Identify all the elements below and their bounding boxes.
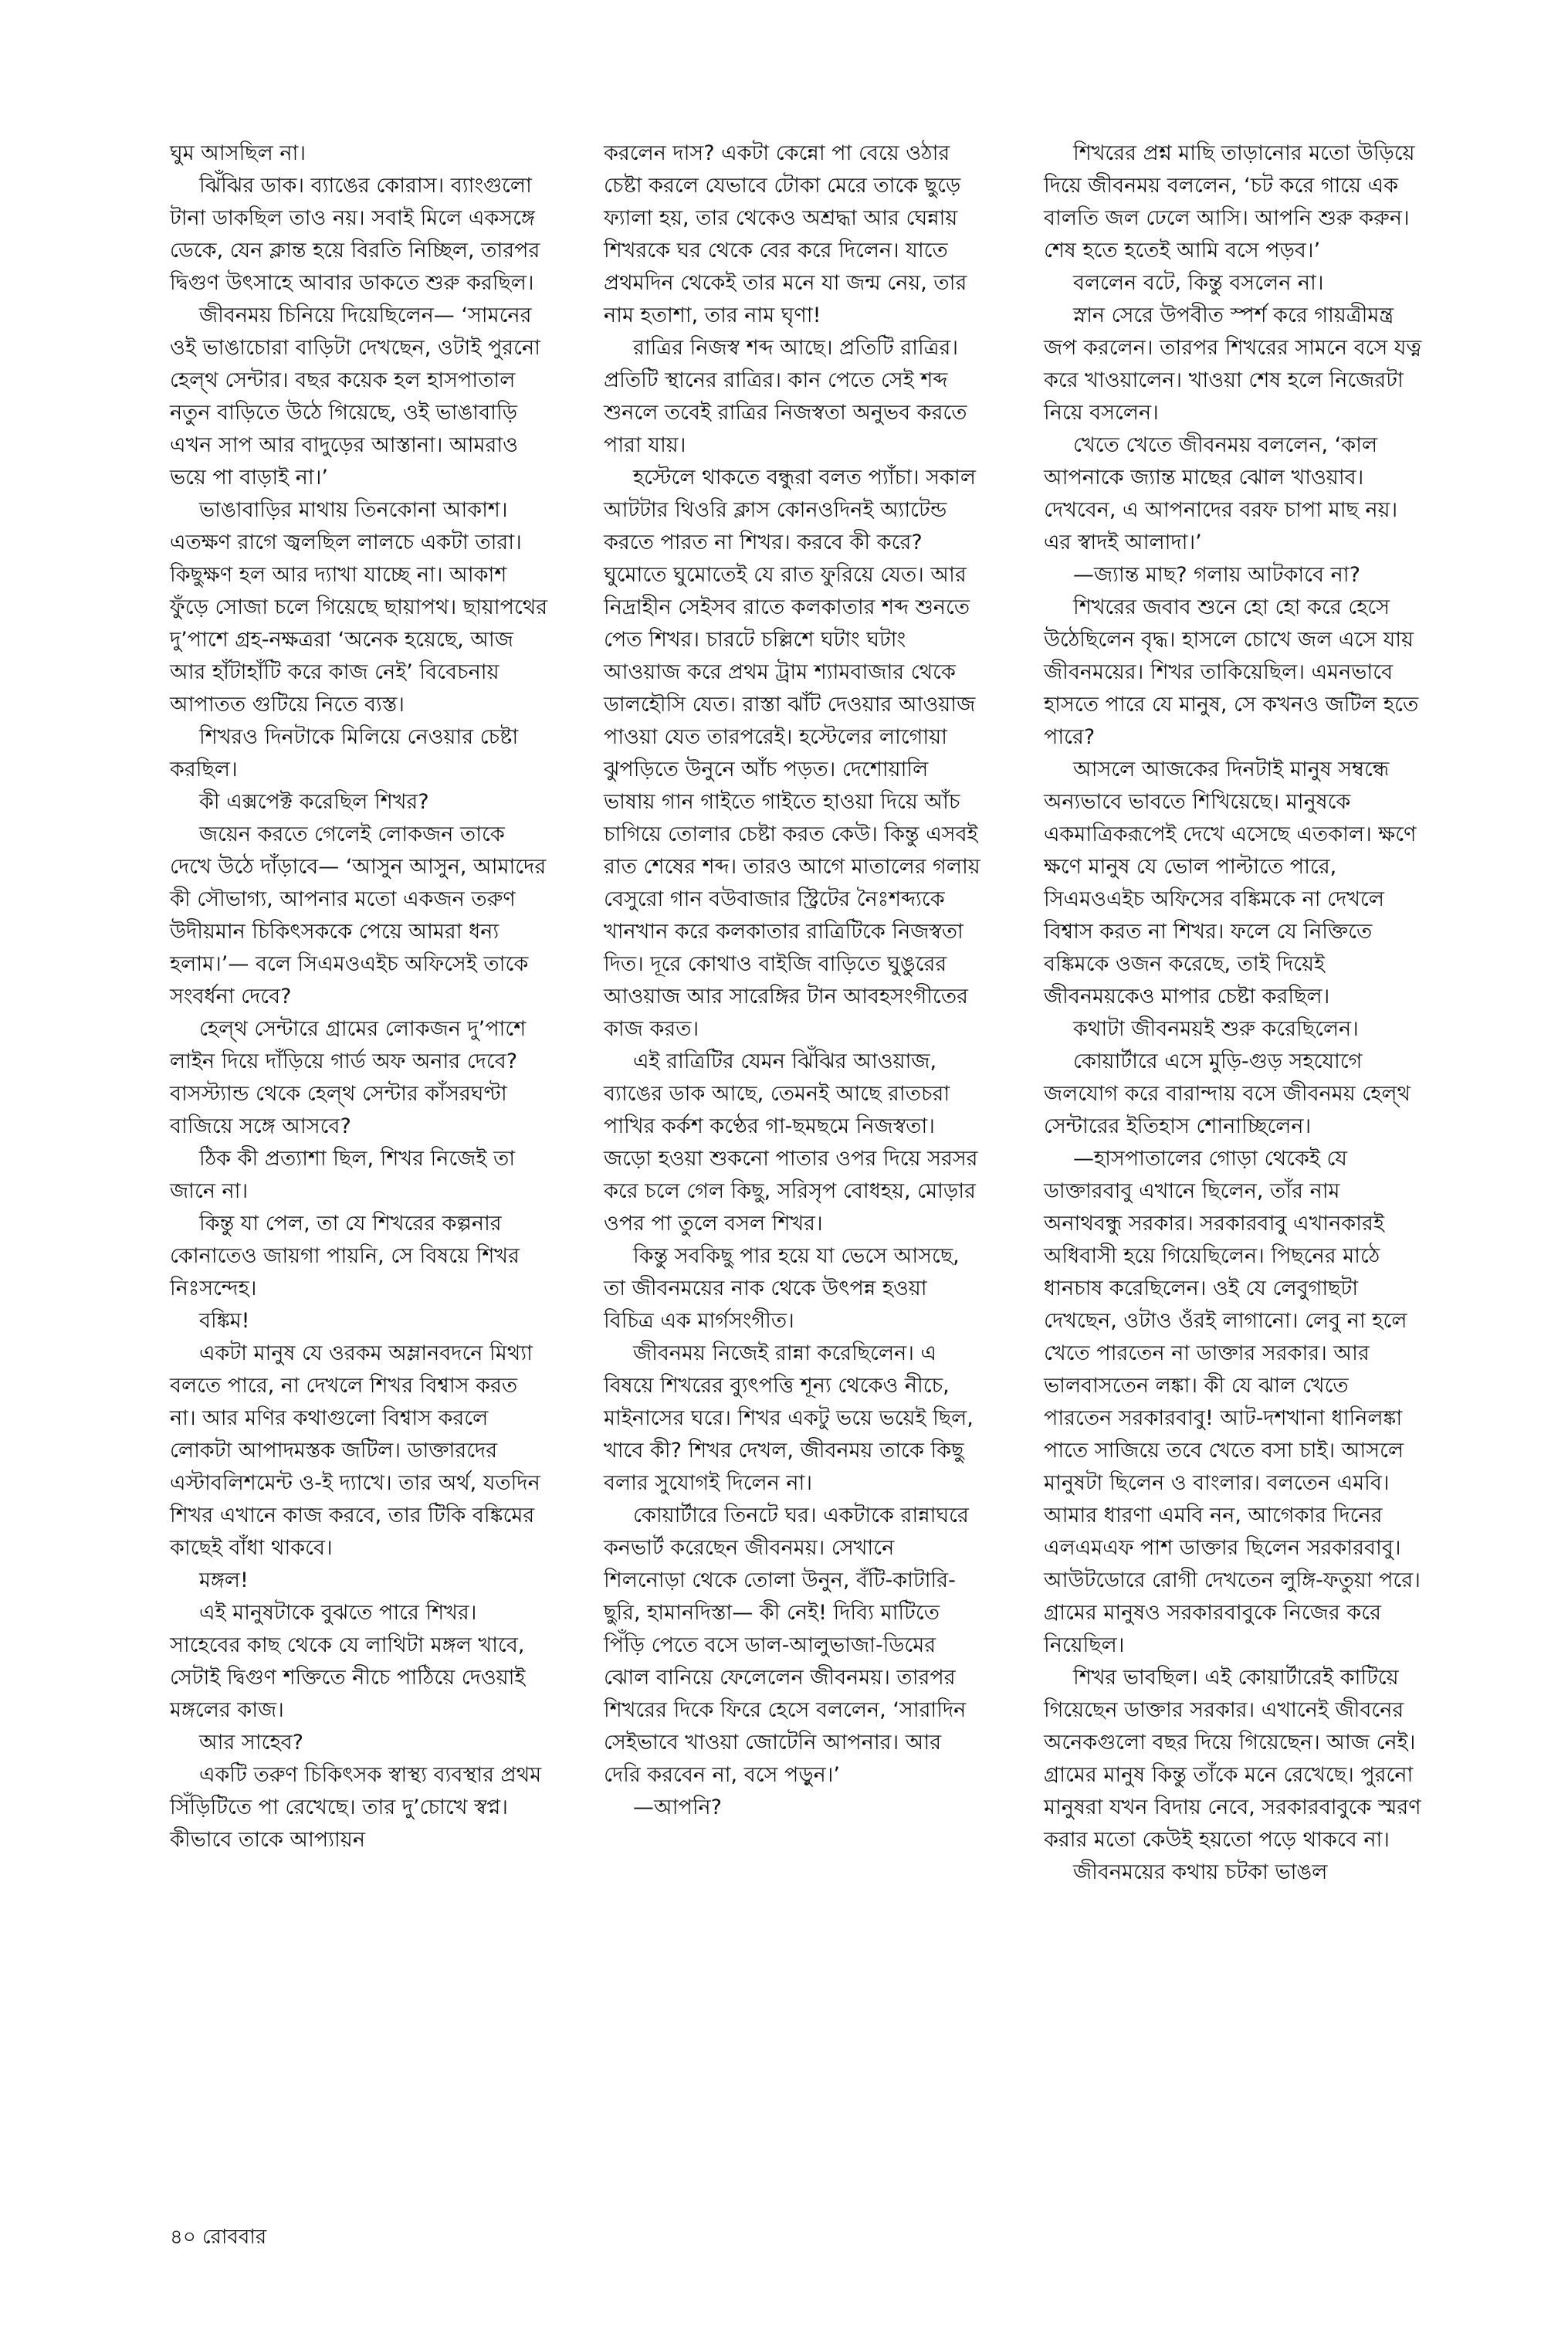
paragraph: করলেন দাস? একটা কেন্নো পা বেয়ে ওঠার চেষ্টা করলে যেভাবে টোকা মেরে তাকে ছুড়ে ফ্যালা হয়, তার থেকেও অশ্রদ্ধা আর ঘেন্নায় শিখরকে ঘর থেকে বের করে দিলেন। যাতে প্রথমদিন থেকেই তার মনে যা জন্ম নেয়, তার নাম হতাশা, তার নাম ঘৃণা! <box>604 141 967 327</box>
page-footer <box>170 2224 266 2250</box>
paragraph: জীবনময়ের কথায় চটকা ভাঙল <box>1073 1860 1328 1884</box>
text-column-2 <box>604 137 982 1824</box>
paragraph: রাত্রির নিজস্ব শব্দ আছে। প্রতিটি রাত্রির। প্রতিটি স্থানের রাত্রির। কান পেতে সেই শব্দ শুনলে তবেই রাত্রির নিজস্বতা অনুভব করতে পারা যায়। <box>604 336 967 457</box>
paragraph: —জ্যান্ত মাছ? গলায় আটকাবে না? <box>1073 563 1360 587</box>
text-column-3 <box>1044 137 1422 1889</box>
paragraph: জয়েন করতে গেলেই লোকজন তাকে দেখে উঠে দাঁড়াবে— ‘আসুন আসুন, আমাদের কী সৌভাগ্য, আপনার মতো একজন তরুণ উদীয়মান চিকিৎসককে পেয়ে আমরা ধন্য হলাম।’— বলে সিএমওএইচ অফিসেই তাকে সংবর্ধনা দেবে? <box>170 822 547 1009</box>
paragraph: কী এক্সপেক্ট করেছিল শিখর? <box>199 790 429 814</box>
page-number: ৪০ <box>170 2226 196 2249</box>
paragraph: জীবনময় চিনিয়ে দিয়েছিলেন— ‘সামনের ওই ভাঙাচোরা বাড়িটা দেখছেন, ওটাই পুরনো হেল্থ সেন্টার। বছর কয়েক হল হাসপাতাল নতুন বাড়িতে উঠে গিয়েছে, ওই ভাঙাবাড়ি এখন সাপ আর বাদুড়ের আস্তানা। আমরাও ভয়ে পা বাড়াই না।’ <box>170 303 540 490</box>
paragraph: বঙ্কিম! <box>199 1309 250 1333</box>
paragraph: কথাটা জীবনময়ই শুরু করেছিলেন। <box>1073 1017 1359 1041</box>
paragraph: হেল্থ সেন্টারে গ্রামের লোকজন দু’পাশে লাইন দিয়ে দাঁড়িয়ে গার্ড অফ অনার দেবে? বাসস্ট্যান্ড থেকে হেল্থ সেন্টার কাঁসরঘণ্টা বাজিয়ে সঙ্গে আসবে? <box>170 1017 527 1138</box>
paragraph: বললেন বটে, কিন্তু বসলেন না। <box>1073 271 1324 295</box>
paragraph: স্নান সেরে উপবীত স্পর্শ করে গায়ত্রীমন্ত্র জপ করলেন। তারপর শিখরের সামনে বসে যত্ন করে খাওয়ালেন। খাওয়া শেষ হলে নিজেরটা নিয়ে বসলেন। <box>1044 303 1422 425</box>
paragraph: ঝিঁঝির ডাক। ব্যাঙের কোরাস। ব্যাংগুলো টানা ডাকছিল তাও নয়। সবাই মিলে একসঙ্গে ডেকে, যেন ক্লান্ত হয়ে বিরতি নিচ্ছিল, তারপর দ্বিগুণ উৎসাহে আবার ডাকতে শুরু করছিল। <box>170 174 540 295</box>
paragraph: কিন্তু সবকিছু পার হয়ে যা ভেসে আসছে, তা জীবনময়ের নাক থেকে উৎপন্ন হওয়া বিচিত্র এক মার্গসংগীত। <box>604 1244 960 1333</box>
paragraph: শিখরের প্রশ্ন মাছি তাড়ানোর মতো উড়িয়ে দিয়ে জীবনময় বললেন, ‘চট করে গায়ে এক বালতি জল ঢেলে আসি। আপনি শুরু করুন। শেষ হতে হতেই আমি বসে পড়ব।’ <box>1044 141 1415 263</box>
paragraph: একটা মানুষ যে ওরকম অম্লানবদনে মিথ্যা বলতে পারে, না দেখলে শিখর বিশ্বাস করত না। আর মণির কথাগুলো বিশ্বাস করলে লোকটা আপাদমস্তক জটিল। ডাক্তারদের এস্টাবলিশমেন্ট ও-ই দ্যাখে। তার অর্থ, যতদিন শিখর এখানে কাজ করবে, তার টিকি বঙ্কিমের কাছেই বাঁধা থাকবে। <box>170 1341 540 1560</box>
paragraph: কিন্তু যা পেল, তা যে শিখরের কল্পনার কোনাতেও জায়গা পায়নি, সে বিষয়ে শিখর নিঃসন্দেহ। <box>170 1212 520 1300</box>
paragraph: আসলে আজকের দিনটাই মানুষ সম্বন্ধে অন্যভাবে ভাবতে শিখিয়েছে। মানুষকে একমাত্রিকরূপেই দেখে এসেছে এতকাল। ক্ষণে ক্ষণে মানুষ যে ভোল পাল্টাতে পারে, সিএমওএইচ অফিসের বঙ্কিমকে না দেখলে বিশ্বাস করত না শিখর। ফলে যে নিক্তিতে বঙ্কিমকে ওজন করেছে, তাই দিয়েই জীবনময়কেও মাপার চেষ্টা করছিল। <box>1044 758 1417 1009</box>
paragraph: —আপনি? <box>633 1795 722 1819</box>
paragraph: —হাসপাতালের গোড়া থেকেই যে ডাক্তারবাবু এখানে ছিলেন, তাঁর নাম অনাথবন্ধু সরকার। সরকারবাবু এখানকারই অধিবাসী হয়ে গিয়েছিলেন। পিছনের মাঠে ধানচাষ করেছিলেন। ওই যে লেবুগাছটা দেখছেন, ওটাও ওঁরই লাগানো। লেবু না হলে খেতে পারতেন না ডাক্তার সরকার। আর ভালবাসতেন লঙ্কা। কী যে ঝাল খেতে পারতেন সরকারবাবু! আট-দশখানা ধানিলঙ্কা পাতে সাজিয়ে তবে খেতে বসা চাই। আসলে মানুষটা ছিলেন ও বাংলার। বলতেন এমবি। আমার ধারণা এমবি নন, আগেকার দিনের এলএমএফ পাশ ডাক্তার ছিলেন সরকারবাবু। আউটডোরে রোগী দেখতেন লুঙ্গি-ফতুয়া পরে। গ্রামের মানুষও সরকারবাবুকে নিজের করে নিয়েছিল। <box>1044 1147 1421 1657</box>
text-column-1 <box>170 137 548 1856</box>
magazine-name: রোববার <box>202 2226 267 2249</box>
paragraph: হস্টেলে থাকতে বন্ধুরা বলত প্যাঁচা। সকাল আটটার থিওরি ক্লাস কোনওদিনই অ্যাটেন্ড করতে পারত না শিখর। করবে কী করে? ঘুমোতে ঘুমোতেই যে রাত ফুরিয়ে যেত। আর নিদ্রাহীন সেইসব রাতে কলকাতার শব্দ শুনতে পেত শিখর। চারটে চল্লিশে ঘটাং ঘটাং আওয়াজ করে প্রথম ট্রাম শ্যামবাজার থেকে ডালহৌসি যেত। রাস্তা ঝাঁট দেওয়ার আওয়াজ পাওয়া যেত তারপরেই। হস্টেলের লাগোয়া ঝুপড়িতে উনুনে আঁচ পড়ত। দেশোয়ালি ভাষায় গান গাইতে গাইতে হাওয়া দিয়ে আঁচ চাগিয়ে তোলার চেষ্টা করত কেউ। কিন্তু এসবই রাত শেষের শব্দ। তারও আগে মাতালের গলায় বেসুরো গান বউবাজার স্ট্রিটের নৈঃশব্দ্যকে খানখান করে কলকাতার রাত্রিটিকে নিজস্বতা দিত। দূরে কোথাও বাইজি বাড়িতে ঘুঙুরের আওয়াজ আর সারেঙ্গির টান আবহসংগীতের কাজ করত। <box>604 466 980 1041</box>
paragraph: শিখরের জবাব শুনে হো হো করে হেসে উঠেছিলেন বৃদ্ধ। হাসলে চোখে জল এসে যায় জীবনময়ের। শিখর তাকিয়েছিল। এমনভাবে হাসতে পারে যে মানুষ, সে কখনও জটিল হতে পারে? <box>1044 595 1419 749</box>
paragraph: আর সাহেব? <box>199 1731 303 1755</box>
paragraph: একটি তরুণ চিকিৎসক স্বাস্থ্য ব্যবস্থার প্রথম সিঁড়িটিতে পা রেখেছে। তার দু’চোখে স্বপ্ন। কীভাবে তাকে আপ্যায়ন <box>170 1763 542 1852</box>
paragraph: কোয়ার্টারে এসে মুড়ি-গুড় সহযোগে জলযোগ করে বারান্দায় বসে জীবনময় হেল্থ সেন্টারের ইতিহাস শোনাচ্ছিলেন। <box>1044 1049 1411 1138</box>
paragraph: ঘুম আসছিল না। <box>170 141 306 165</box>
paragraph: ঠিক কী প্রত্যাশা ছিল, শিখর নিজেই তা জানে না। <box>170 1147 516 1203</box>
paragraph: শিখর ভাবছিল। এই কোয়ার্টারেই কাটিয়ে গিয়েছেন ডাক্তার সরকার। এখানেই জীবনের অনেকগুলো বছর দিয়ে গিয়েছেন। আজ নেই। গ্রামের মানুষ কিন্তু তাঁকে মনে রেখেছে। পুরনো মানুষরা যখন বিদায় নেবে, সরকারবাবুকে স্মরণ করার মতো কেউই হয়তো পড়ে থাকবে না। <box>1044 1666 1421 1852</box>
paragraph: ভাঙাবাড়ির মাথায় তিনকোনা আকাশ। এতক্ষণ রাগে জ্বলছিল লালচে একটা তারা। কিছুক্ষণ হল আর দ্যাখা যাচ্ছে না। আকাশ ফুঁড়ে সোজা চলে গিয়েছে ছায়াপথ। ছায়াপথের দু’পাশে গ্রহ-নক্ষত্ররা ‘অনেক হয়েছে, আজ আর হাঁটাহাঁটি করে কাজ নেই’ বিবেচনায় আপাতত গুটিয়ে নিতে ব্যস্ত। <box>170 498 548 717</box>
paragraph: কোয়ার্টারে তিনটে ঘর। একটাকে রান্নাঘরে কনভার্ট করেছেন জীবনময়। সেখানে শিলনোড়া থেকে তোলা উনুন, বঁটি-কাটারি-ছুরি, হামানদিস্তা— কী নেই! দিব্যি মাটিতে পিঁড়ি পেতে বসে ডাল-আলুভাজা-ডিমের ঝোল বানিয়ে ফেলেলেন জীবনময়। তারপর শিখরের দিকে ফিরে হেসে বললেন, ‘সারাদিন সেইভাবে খাওয়া জোটেনি আপনার। আর দেরি করবেন না, বসে পড়ুন।’ <box>604 1504 969 1787</box>
paragraph: এই মানুষটাকে বুঝতে পারে শিখর। সাহেবের কাছ থেকে যে লাথিটা মঙ্গল খাবে, সেটাই দ্বিগুণ শক্তিতে নীচে পাঠিয়ে দেওয়াই মঙ্গলের কাজ। <box>170 1601 526 1722</box>
paragraph: মঙ্গল! <box>199 1568 249 1592</box>
paragraph: জীবনময় নিজেই রান্না করেছিলেন। এ বিষয়ে শিখরের ব্যুৎপত্তি শূন্য থেকেও নীচে, মাইনাসের ঘরে। শিখর একটু ভয়ে ভয়েই ছিল, খাবে কী? শিখর দেখল, জীবনময় তাকে কিছু বলার সুযোগই দিলেন না। <box>604 1341 974 1495</box>
paragraph: এই রাত্রিটির যেমন ঝিঁঝির আওয়াজ, ব্যাঙের ডাক আছে, তেমনই আছে রাতচরা পাখির কর্কশ কণ্ঠের গা-ছমছমে নিজস্বতা। জড়ো হওয়া শুকনো পাতার ওপর দিয়ে সরসর করে চলে গেল কিছু, সরিসৃপ বোধহয়, মোড়ার ওপর পা তুলে বসল শিখর। <box>604 1049 978 1236</box>
paragraph: খেতে খেতে জীবনময় বললেন, ‘কাল আপনাকে জ্যান্ত মাছের ঝোল খাওয়াব। দেখবেন, এ আপনাদের বরফ চাপা মাছ নয়। এর স্বাদই আলাদা।’ <box>1044 433 1398 554</box>
paragraph: শিখরও দিনটাকে মিলিয়ে নেওয়ার চেষ্টা করছিল। <box>170 725 519 782</box>
